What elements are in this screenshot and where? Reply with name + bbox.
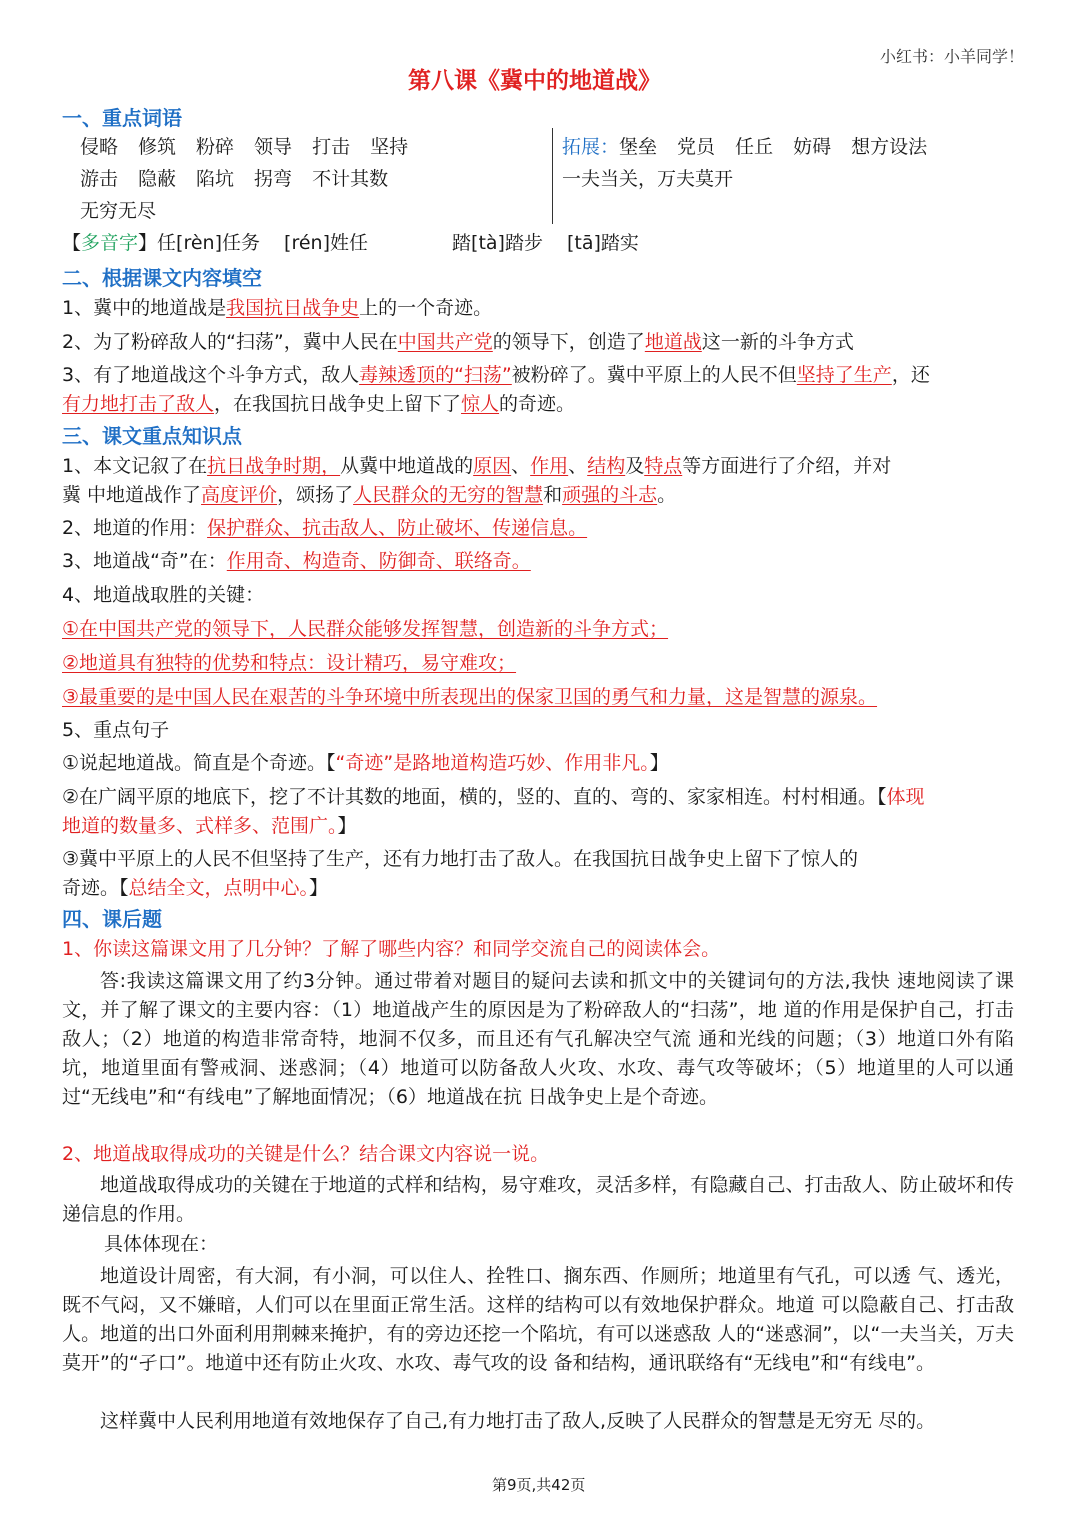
key-words-row-1 [80, 132, 428, 162]
knowledge-point-2 [62, 513, 587, 543]
text: 这一新的斗争方式 [701, 331, 854, 353]
key-sentence-2-cont [62, 811, 357, 841]
text: 】 [649, 752, 669, 774]
answer-blank: 惊人 [461, 393, 500, 415]
knowledge-point-1 [62, 451, 891, 481]
key-words-row-3 [80, 196, 176, 226]
text: 上的一个奇迹。 [359, 297, 493, 319]
text: 的领导下，创造了 [492, 331, 645, 353]
extension-word: 妨碍 [793, 136, 832, 158]
answer-blank: 保护群众、抗击敌人、防止破坏、传递信息。 [207, 517, 588, 539]
text: 1、冀中的地道战是 [62, 297, 227, 319]
text: ，在我国抗日战争史上留下了 [214, 393, 462, 415]
text: 奇迹。【 [62, 877, 129, 899]
key-word: 打击 [312, 136, 351, 158]
text: 。 [657, 484, 677, 506]
key-word: 拐弯 [254, 168, 293, 190]
key-reason-2: ②地道具有独特的优势和特点：设计精巧，易守难攻； [62, 652, 517, 674]
answer-2-conclusion: 这样冀中人民利用地道有效地保存了自己,有力地打击了敌人,反映了人民群众的智慧是无穷无 尽的。 [100, 1410, 936, 1432]
column-divider [552, 128, 553, 224]
key-word: 游击 [80, 168, 119, 190]
answer-blank: 作用奇、构造奇、防御奇、联络奇。 [226, 550, 531, 572]
answer-2-body: 地道设计周密，有大洞，有小洞，可以住人、拴牲口、搁东西、作厕所；地道里有气孔，可以透 气、透光，既不气闷，又不嫌暗，人们可以在里面正常生活。这样的结构可以有效地保护群众。地道 可以隐蔽自己、打击敌人。地道的出口外面利用荆棘来掩护，有的旁边还挖一个陷坑，有可以迷惑敌 人的“迷惑洞”，以“一夫当关，万夫莫开”的“孑口”。地道中还有防止火攻、水攻、毒气攻的设 备和结构，通讯联络有“无线电”和“有线电”。 [62, 1265, 1014, 1374]
answer-1: 答:我读这篇课文用了约3分钟。通过带着对题目的疑问去读和抓文中的关键词句的方法,我快 速地阅读了课文，并了解了课文的主要内容：（1）地道战产生的原因是为了粉碎敌人的“扫荡”，地 道的作用是保护自己，打击敌人；（2）地道的构造非常奇特，地洞不仅多，而且还有气孔解决空气流 通和光线的问题；（3）地道口外有陷坑，地道里面有警戒洞、迷惑洞；（4）地道可以防备敌人火攻、水攻、毒气攻等破坏；（5）地道里的人可以通过“无线电”和“有线电”了解地面情况；（6）地道战在抗 日战争史上是个奇迹。 [62, 970, 1014, 1108]
extension-word: 堡垒 [619, 136, 658, 158]
key-words-row-2 [80, 164, 408, 194]
watermark: 小红书：小羊同学！ [880, 47, 1025, 66]
key-word: 不计其数 [312, 168, 389, 190]
sentence-note: 地道的数量多、式样多、范围广。 [62, 815, 338, 837]
extension-word: 任丘 [735, 136, 774, 158]
answer-blank: 抗日战争时期， [207, 455, 341, 477]
answer-blank: 特点 [644, 455, 683, 477]
text: 】 [337, 815, 357, 837]
text: ，颂扬了 [277, 484, 354, 506]
polyphone-item: 任[rèn]任务 [157, 232, 260, 254]
fill-line-3 [62, 360, 930, 390]
fill-line-1 [62, 293, 492, 323]
question-2: 2、地道战取得成功的关键是什么？结合课文内容说一说。 [62, 1143, 550, 1165]
key-word: 粉碎 [196, 136, 235, 158]
polyphone-item: [rén]姓任 [284, 232, 368, 254]
key-word: 陷坑 [196, 168, 235, 190]
text: 2、为了粉碎敌人的“扫荡”，冀中人民在 [62, 331, 398, 353]
text: 冀 中地道战作了 [62, 484, 202, 506]
answer-blank: 地道战 [644, 331, 702, 353]
answer-blank: 原因 [473, 455, 512, 477]
answer-blank: 作用 [530, 455, 569, 477]
text: 等方面进行了介绍，并对 [682, 455, 892, 477]
fill-line-2 [62, 327, 854, 357]
answer-blank: 人民群众的无穷的智慧 [353, 484, 544, 506]
key-word: 坚持 [370, 136, 409, 158]
section-heading-2: 二、根据课文内容填空 [62, 266, 262, 290]
text: 和 [543, 484, 563, 506]
section-heading-1: 一、重点词语 [62, 106, 182, 130]
extension-words-row-1 [562, 132, 947, 162]
key-word: 领导 [254, 136, 293, 158]
polyphone-item: 踏[tà]踏步 [452, 232, 543, 254]
answer-blank: 结构 [587, 455, 626, 477]
knowledge-point-3 [62, 546, 531, 576]
answer-blank: 中国共产党 [397, 331, 493, 353]
key-sentence-1 [62, 748, 669, 778]
key-word: 无穷无尽 [80, 200, 157, 222]
section-heading-4: 四、课后题 [62, 907, 162, 931]
extension-label: 拓展： [562, 136, 620, 158]
question-1: 1、你读这篇课文用了几分钟？了解了哪些内容？和同学交流自己的阅读体会。 [62, 938, 721, 960]
text: ②在广阔平原的地底下，挖了不计其数的地面，横的，竖的、直的、弯的、家家相连。村村相通。【 [62, 786, 887, 808]
text: 从冀中地道战的 [340, 455, 474, 477]
knowledge-point-4: 4、地道战取胜的关键： [62, 584, 265, 606]
text: 的奇迹。 [499, 393, 576, 415]
page-title: 第八课《冀中的地道战》 [408, 68, 661, 94]
page-number: 第9页,共42页 [492, 1476, 586, 1494]
text: 被粉碎了。冀中平原上的人民不但 [511, 364, 797, 386]
section-heading-3: 三、课文重点知识点 [62, 424, 242, 448]
text: 3、地道战“奇”在： [62, 550, 227, 572]
knowledge-point-5: 5、重点句子 [62, 719, 170, 741]
text: ，还 [891, 364, 930, 386]
polyphone-item: [tā]踏实 [567, 232, 639, 254]
extension-word: 想方设法 [851, 136, 928, 158]
knowledge-point-1-cont [62, 480, 676, 510]
text: 】 [309, 877, 329, 899]
text: 1、本文记叙了在 [62, 455, 208, 477]
key-word: 隐蔽 [138, 168, 177, 190]
answer-2-subheading: 具体体现在： [104, 1233, 219, 1255]
extension-word: 党员 [677, 136, 716, 158]
key-sentence-3-cont [62, 873, 328, 903]
fill-line-4 [62, 389, 575, 419]
text: 2、地道的作用： [62, 517, 208, 539]
key-word: 修筑 [138, 136, 177, 158]
key-word: 侵略 [80, 136, 119, 158]
answer-blank: 顽强的斗志 [562, 484, 658, 506]
text: 3、有了地道战这个斗争方式，敌人 [62, 364, 360, 386]
text: 、 [568, 455, 588, 477]
answer-blank: 坚持了生产 [796, 364, 892, 386]
key-reason-1: ①在中国共产党的领导下，人民群众能够发挥智慧，创造新的斗争方式； [62, 618, 669, 640]
sentence-note: 体现 [886, 786, 925, 808]
extension-words-row-2: 一夫当关，万夫莫开 [562, 168, 734, 190]
text: 及 [625, 455, 645, 477]
answer-blank: 毒辣透顶的“扫荡” [359, 364, 512, 386]
text: ①说起地道战。简直是个奇迹。【 [62, 752, 336, 774]
answer-2: 地道战取得成功的关键在于地道的式样和结构，易守难攻，灵活多样，有隐藏自己、打击敌人、防止破坏和传递信息的作用。 [62, 1174, 1014, 1225]
sentence-note: “奇迹”是路地道构造巧妙、作用非凡。 [335, 752, 650, 774]
text: 、 [511, 455, 531, 477]
polyphone-label: 多音字 [81, 232, 139, 254]
polyphone-line [62, 228, 639, 258]
answer-blank: 我国抗日战争史 [226, 297, 360, 319]
polyphone-bracket-open: 【 [62, 232, 82, 254]
answer-blank: 有力地打击了敌人 [62, 393, 215, 415]
key-sentence-2 [62, 782, 925, 812]
key-reason-3: ③最重要的是中国人民在艰苦的斗争环境中所表现出的保家卫国的勇气和力量，这是智慧的源泉。 [62, 686, 878, 708]
answer-blank: 高度评价 [201, 484, 278, 506]
sentence-note: 总结全文，点明中心。 [128, 877, 310, 899]
key-sentence-3: ③冀中平原上的人民不但坚持了生产，还有力地打击了敌人。在我国抗日战争史上留下了惊人的 [62, 848, 859, 870]
polyphone-bracket-close: 】 [138, 232, 158, 254]
